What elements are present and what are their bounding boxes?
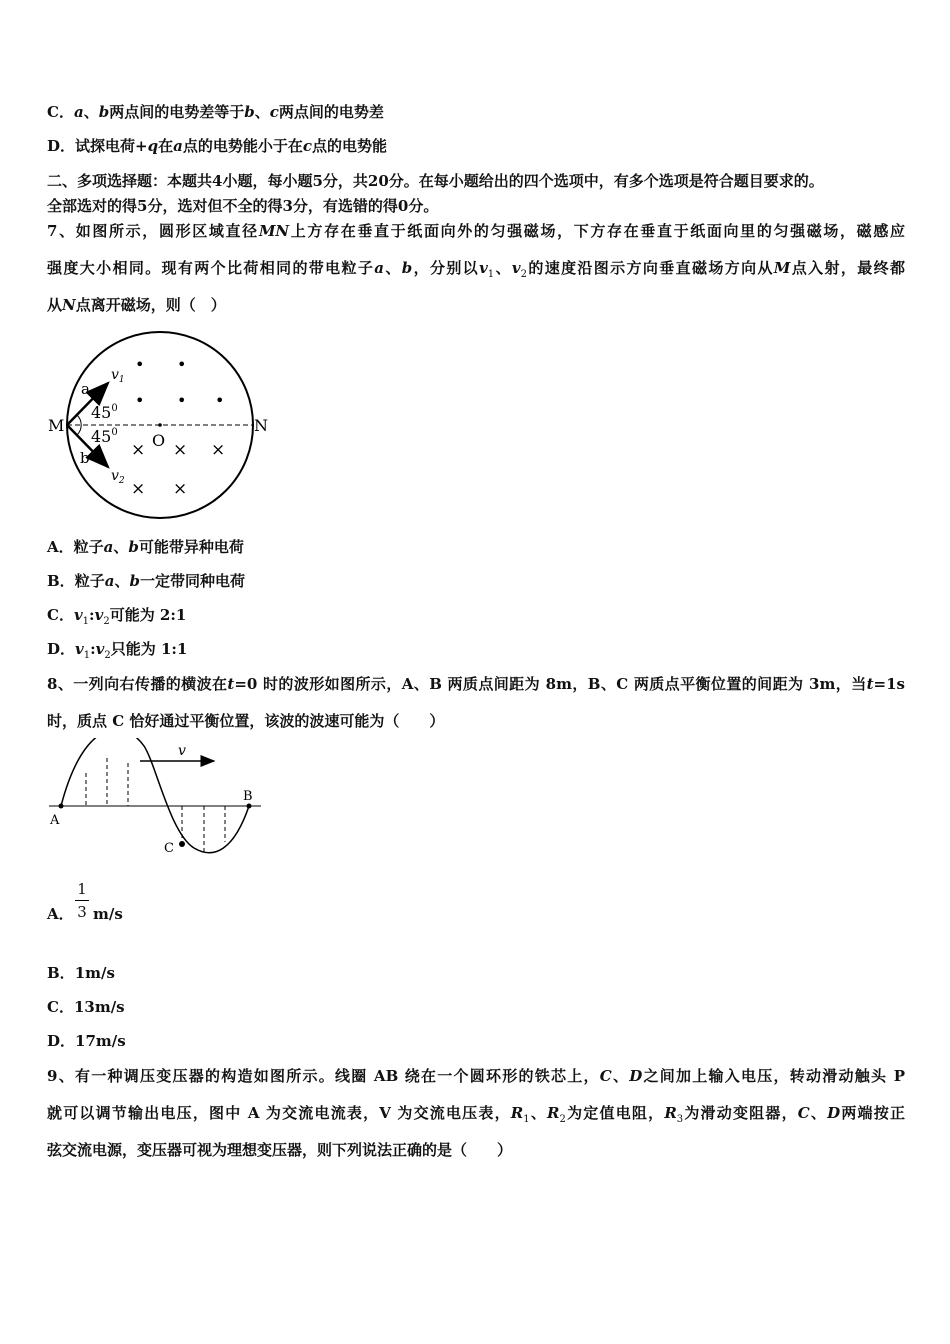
section-instructions: 全部选对的得5分，选对但不全的得3分，有选错的得0分。 xyxy=(47,197,439,215)
label-c: C xyxy=(164,841,174,856)
q8-stem-line2: 时，质点 C 恰好通过平衡位置，该波的波速可能为（ ） xyxy=(47,712,445,730)
q8-option-b[interactable]: B．1m/s xyxy=(47,964,115,982)
field-in-cross: × xyxy=(131,440,146,460)
option-d-prev: D．试探电荷+q在a点的电势能小于在c点的电势能 xyxy=(47,137,388,155)
q7-option-c[interactable]: C．$v_1:v_2$可能为 2:1 xyxy=(47,606,187,627)
q7-option-b[interactable]: B．粒子a、b一定带同种电荷 xyxy=(47,572,245,590)
q8-wave-figure xyxy=(44,738,269,868)
field-in-cross: × xyxy=(211,440,226,460)
label-a: A xyxy=(50,813,60,828)
field-out-dot: • xyxy=(177,355,187,374)
q7-option-d[interactable]: D．$v_1:v_2$只能为 1:1 xyxy=(47,640,188,661)
q8-option-a-unit: m/s xyxy=(93,905,123,923)
label-b: B xyxy=(243,789,253,804)
angle-label-upper: $45^0$ xyxy=(91,403,118,422)
q9-stem-line1: 9、有一种调压变压器的构造如图所示。线圈 AB 绕在一个圆环形的铁芯上，C、D之间加上输入电压，转动滑动触头 P xyxy=(47,1067,905,1085)
field-out-dot: • xyxy=(177,391,187,410)
field-out-dot: • xyxy=(135,391,145,410)
q7-magnetic-field-figure xyxy=(40,328,280,528)
q8-stem-line1: 8、一列向右传播的横波在t=0 时的波形如图所示，A、B 两质点间距为 8m，B、C 两质点平衡位置的间距为 3m，当t=1s xyxy=(47,675,905,693)
label-m: M xyxy=(48,416,65,435)
field-in-cross: × xyxy=(131,479,146,499)
label-v1: $v_1$ xyxy=(111,367,125,385)
q7-stem-line1: 7、如图所示，圆形区域直径MN上方存在垂直于纸面向外的匀强磁场，下方存在垂直于纸面向里的匀强磁场，磁感应 xyxy=(47,222,905,240)
option-c-prev: C．a、b两点间的电势差等于b、c两点间的电势差 xyxy=(47,103,384,121)
q7-stem-line3: 从N点离开磁场，则（ ） xyxy=(47,296,226,314)
field-in-cross: × xyxy=(173,479,188,499)
point-a xyxy=(59,804,64,809)
q8-option-d[interactable]: D．17m/s xyxy=(47,1032,126,1050)
field-out-dot: • xyxy=(135,355,145,374)
label-v: v xyxy=(178,743,186,759)
section-header: 二、多项选择题：本题共4小题，每小题5分，共20分。在每小题给出的四个选项中，有多个选项是符合题目要求的。 xyxy=(47,172,824,190)
center-point xyxy=(158,423,162,427)
point-b xyxy=(247,804,252,809)
q7-option-a[interactable]: A．粒子a、b可能带异种电荷 xyxy=(47,538,244,556)
q8-option-c[interactable]: C．13m/s xyxy=(47,998,125,1016)
field-in-cross: × xyxy=(173,440,188,460)
waveform-curve xyxy=(61,738,249,853)
fraction-one-third xyxy=(74,880,90,921)
q8-option-a[interactable]: A． xyxy=(47,905,74,923)
q9-stem-line3: 弦交流电源，变压器可视为理想变压器，则下列说法正确的是（ ） xyxy=(47,1141,513,1159)
fraction-denominator: 3 xyxy=(77,903,87,921)
fraction-bar xyxy=(75,900,89,901)
fraction-numerator: 1 xyxy=(77,880,87,898)
label-n: N xyxy=(254,416,268,435)
q9-stem-line2: 就可以调节输出电压，图中 A 为交流电流表，V 为交流电压表，$R_1$、$R_2$为定值电阻，$R_3$为滑动变阻器，C、D两端按正 xyxy=(47,1104,905,1125)
angle-label-lower: $45^0$ xyxy=(91,427,118,446)
q7-stem-line2: 强度大小相同。现有两个比荷相同的带电粒子a、b，分别以$v_1$、$v_2$的速度沿图示方向垂直磁场方向从M点入射，最终都 xyxy=(47,259,905,280)
label-a: a xyxy=(81,380,90,398)
field-out-dot: • xyxy=(215,391,225,410)
label-v2: $v_2$ xyxy=(111,468,125,486)
label-b: b xyxy=(80,449,90,467)
point-c xyxy=(179,841,185,847)
label-o: O xyxy=(152,431,166,450)
